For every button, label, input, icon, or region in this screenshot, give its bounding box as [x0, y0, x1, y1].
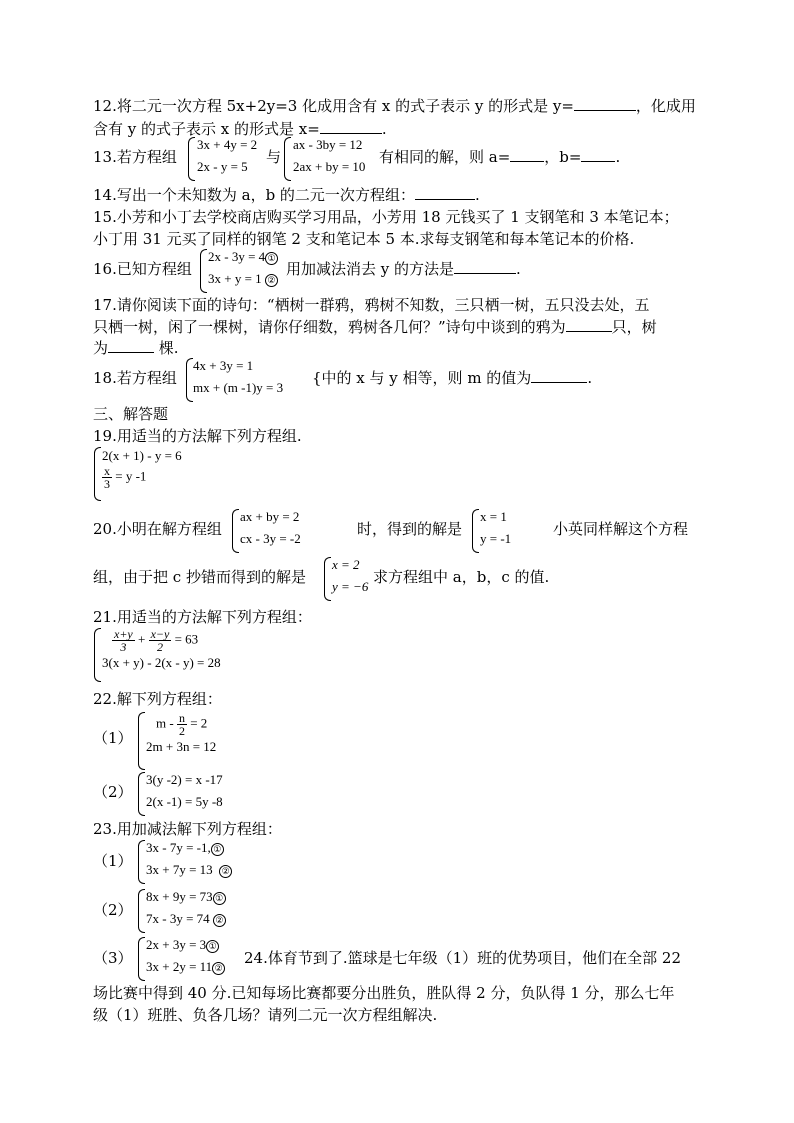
- equation: y = -1: [480, 531, 512, 546]
- equation: mx + (m -1)y = 3: [193, 380, 284, 395]
- q18-post: [312, 369, 592, 387]
- q21-system: $\frac{x+y}{3}$ + $\frac{x-y}{2}$ = 63 3(x + y) - 2(x - y) = 28: [102, 627, 221, 670]
- q20-wrong-solution: [332, 557, 368, 595]
- q23-text: 23.用加减法解下列方程组：: [93, 820, 282, 838]
- q12-line2: [93, 120, 387, 138]
- brace: [94, 628, 101, 682]
- equation: 4x + 3y = 1: [193, 358, 254, 373]
- brace: [138, 937, 145, 981]
- brace: [138, 712, 145, 770]
- circled-two: ②: [212, 962, 225, 975]
- q23-part3-label: [93, 949, 133, 967]
- q20-label: [93, 520, 222, 538]
- q12-text-b: ，化成用: [635, 97, 696, 115]
- q20-post-text: 小英同样解这个方程: [553, 520, 689, 538]
- equation: ax + by = 2: [240, 509, 300, 524]
- numerator: x: [104, 464, 110, 478]
- equation: 2(x -1) = 5y -8: [146, 794, 223, 809]
- circled-two: ②: [219, 865, 232, 878]
- part-label: （3）: [93, 949, 133, 967]
- q19-text: 19.用适当的方法解下列方程组.: [93, 427, 302, 445]
- equation: 3(y -2) = x -17: [146, 772, 223, 787]
- q24-line3: [93, 1006, 437, 1024]
- answer-blank[interactable]: [454, 261, 516, 274]
- circled-two: ②: [213, 914, 226, 927]
- equation: 2(x + 1) - y = 6: [102, 448, 182, 463]
- equation: 3x + 2y = 11: [146, 959, 213, 974]
- equation: 2x - y = 5: [197, 159, 248, 174]
- q17-line3: [93, 339, 179, 357]
- q16-end: .: [516, 260, 521, 278]
- brace: [324, 557, 331, 601]
- q23-system1: [146, 840, 232, 878]
- q16-post-text: 用加减法消去 y 的方法是: [286, 260, 455, 278]
- q20-line2-end: [373, 568, 549, 586]
- answer-blank[interactable]: [510, 149, 544, 162]
- section-title: 三、解答题: [93, 405, 169, 423]
- equation-rest: = 63: [174, 631, 199, 647]
- equation: 3(x + y) - 2(x - y) = 28: [102, 655, 221, 670]
- q23-system2: [146, 889, 226, 927]
- q17-text-1: 17.请你阅读下面的诗句：“栖树一群鸦，鸦树不知数，三只栖一树，五只没去处，五: [93, 296, 650, 314]
- equation: 8x + 9y = 73: [146, 889, 213, 904]
- brace: [284, 137, 291, 181]
- fraction: [102, 465, 112, 490]
- q20-post: [553, 520, 688, 538]
- q21-text: 21.用适当的方法解下列方程组：: [93, 608, 312, 626]
- equation: cx - 3y = -2: [240, 531, 301, 546]
- q15-text-1: 15.小芳和小丁去学校商店购买学习用品，小芳用 18 元钱买了 1 支钢笔和 3 本笔记本；: [93, 208, 679, 226]
- q23-part1-label: [93, 852, 133, 870]
- q12-text-d: .: [381, 120, 387, 138]
- q22-system2: [146, 772, 223, 810]
- circled-one: ①: [211, 843, 224, 856]
- fraction: [149, 628, 172, 653]
- q23-part2-label: [93, 901, 133, 919]
- q13-system1: [197, 137, 257, 175]
- q12-text-a: 12.将二元一次方程 5x+2y=3 化成用含有 x 的式子表示 y 的形式是 y=: [93, 97, 574, 115]
- denominator: 2: [156, 640, 163, 654]
- q16-label: [93, 260, 192, 278]
- equation: 2x - 3y = 4: [208, 249, 266, 264]
- q13-mid: [266, 148, 281, 166]
- q14-text: 14.写出一个未知数为 a，b 的二元一次方程组：: [93, 186, 415, 204]
- q20-solution: [480, 509, 511, 547]
- q15-line1: [93, 208, 679, 226]
- q17-text-5: 棵.: [154, 339, 179, 357]
- q18-system: [193, 358, 283, 396]
- q24-line1: [244, 949, 681, 967]
- equation: 3x - 7y = -1,: [146, 840, 211, 855]
- denominator: 3: [104, 477, 110, 491]
- equation: ax - 3by = 12: [293, 137, 363, 152]
- circled-one: ①: [265, 252, 278, 265]
- q17-line2: [93, 318, 657, 336]
- equation: 3x + y = 1: [208, 271, 262, 286]
- q24-text-2: 场比赛中得到 40 分.已知每场比赛都要分出胜负，胜队得 2 分，负队得 1 分，那么七年: [93, 984, 675, 1002]
- answer-blank[interactable]: [320, 121, 382, 134]
- brace: [232, 509, 239, 553]
- equation: 3x + 7y = 13: [146, 862, 213, 877]
- q13-post-a: 有相同的解，则 a=: [379, 148, 511, 166]
- q19-system: [102, 448, 182, 490]
- part-label: （2）: [93, 901, 133, 919]
- equation: x = 1: [480, 509, 507, 524]
- numerator: x−y: [150, 627, 170, 641]
- q18-label: [93, 369, 177, 387]
- equation: y = −6: [332, 579, 369, 594]
- q17-text-2: 只栖一树，闲了一棵树，请你仔细数，鸦树各几何？”诗句中谈到的鸦为: [93, 318, 566, 336]
- q24-text-3: 级（1）班胜、负各几场？请列二元一次方程组解决.: [93, 1006, 438, 1024]
- brace: [472, 509, 479, 553]
- circled-two: ②: [265, 274, 278, 287]
- q21-label: [93, 608, 312, 626]
- brace: [186, 358, 193, 402]
- q13-post-b: ，b=: [544, 148, 582, 166]
- denominator: 3: [120, 640, 127, 654]
- q23-system3: [146, 937, 225, 975]
- equation-part: m -: [156, 715, 174, 731]
- q23-label: [93, 820, 282, 838]
- q22-part2-label: [93, 783, 133, 801]
- q24-line2: [93, 984, 675, 1002]
- part-label: （1）: [93, 852, 133, 870]
- equation: x = 2: [332, 557, 360, 572]
- circled-one: ①: [213, 892, 226, 905]
- q13-mid-text: 与: [266, 148, 282, 166]
- q12-text-c: 含有 y 的式子表示 x 的形式是 x=: [93, 120, 320, 138]
- fraction: [177, 712, 187, 737]
- numerator: n: [178, 711, 185, 725]
- q24-text-1: 24.体育节到了.篮球是七年级（1）班的优势项目，他们在全部 22: [244, 949, 682, 967]
- answer-blank[interactable]: [415, 187, 475, 200]
- q12-line1: [93, 97, 696, 115]
- q16-pre: 16.已知方程组: [93, 260, 192, 278]
- answer-blank[interactable]: [581, 149, 615, 162]
- q19-label: [93, 427, 302, 445]
- equation: 3x + 4y = 2: [197, 137, 258, 152]
- q17-line1: [93, 296, 650, 314]
- q22-system1: [146, 712, 216, 755]
- brace: [138, 772, 145, 816]
- part-label: （1）: [93, 729, 133, 747]
- q17-text-4: 为: [93, 339, 109, 357]
- q14-end: .: [474, 186, 480, 204]
- brace: [188, 137, 195, 181]
- brace: [200, 249, 207, 293]
- q22-text: 22.解下列方程组：: [93, 690, 222, 708]
- q16-post: [286, 260, 521, 278]
- q22-label: [93, 690, 222, 708]
- q18-end: .: [587, 369, 593, 387]
- equation: 7x - 3y = 74: [146, 911, 210, 926]
- q13-pre: 13.若方程组: [93, 148, 177, 166]
- q20-mid-text: 时，得到的解是: [357, 520, 463, 538]
- q13-post-c: .: [615, 148, 621, 166]
- q20-mid: [357, 520, 462, 538]
- q13-system2: [293, 137, 365, 175]
- q20-line2-a: 组，由于把 c 抄错而得到的解是: [93, 568, 306, 586]
- equation: 2ax + by = 10: [293, 159, 366, 174]
- section-heading: [93, 405, 168, 423]
- part-label: （2）: [93, 783, 133, 801]
- circled-one: ①: [206, 940, 219, 953]
- equation-rest: = y -1: [115, 468, 147, 484]
- brace: [138, 840, 145, 884]
- q13-post: [379, 148, 620, 166]
- q15-line2: [93, 230, 634, 248]
- q22-part1-label: [93, 729, 133, 747]
- numerator: x+y: [114, 627, 133, 641]
- q17-text-3: 只，树: [611, 318, 657, 336]
- q18-post-text: {中的 x 与 y 相等，则 m 的值为: [312, 369, 532, 387]
- answer-blank[interactable]: [531, 370, 587, 383]
- q20-system: [240, 509, 301, 547]
- fraction: [112, 628, 135, 653]
- q18-pre: 18.若方程组: [93, 369, 177, 387]
- q15-text-2: 小丁用 31 元买了同样的钢笔 2 支和笔记本 5 本.求每支钢笔和每本笔记本的价格.: [93, 230, 635, 248]
- q14: [93, 186, 480, 204]
- q20-line2-b: 求方程组中 a，b，c 的值.: [373, 568, 550, 586]
- q20-line2: [93, 568, 306, 586]
- equation-part: = 2: [190, 715, 208, 731]
- q16-system: [208, 249, 278, 287]
- q13-label: [93, 148, 177, 166]
- answer-blank[interactable]: [566, 319, 612, 332]
- brace: [94, 447, 101, 501]
- q20-pre: 20.小明在解方程组: [93, 520, 222, 538]
- answer-blank[interactable]: [574, 98, 636, 111]
- brace: [138, 889, 145, 933]
- answer-blank[interactable]: [108, 340, 154, 353]
- equation: 2x + 3y = 3: [146, 937, 207, 952]
- denominator: 2: [178, 724, 185, 738]
- equation: 2m + 3n = 12: [146, 739, 217, 754]
